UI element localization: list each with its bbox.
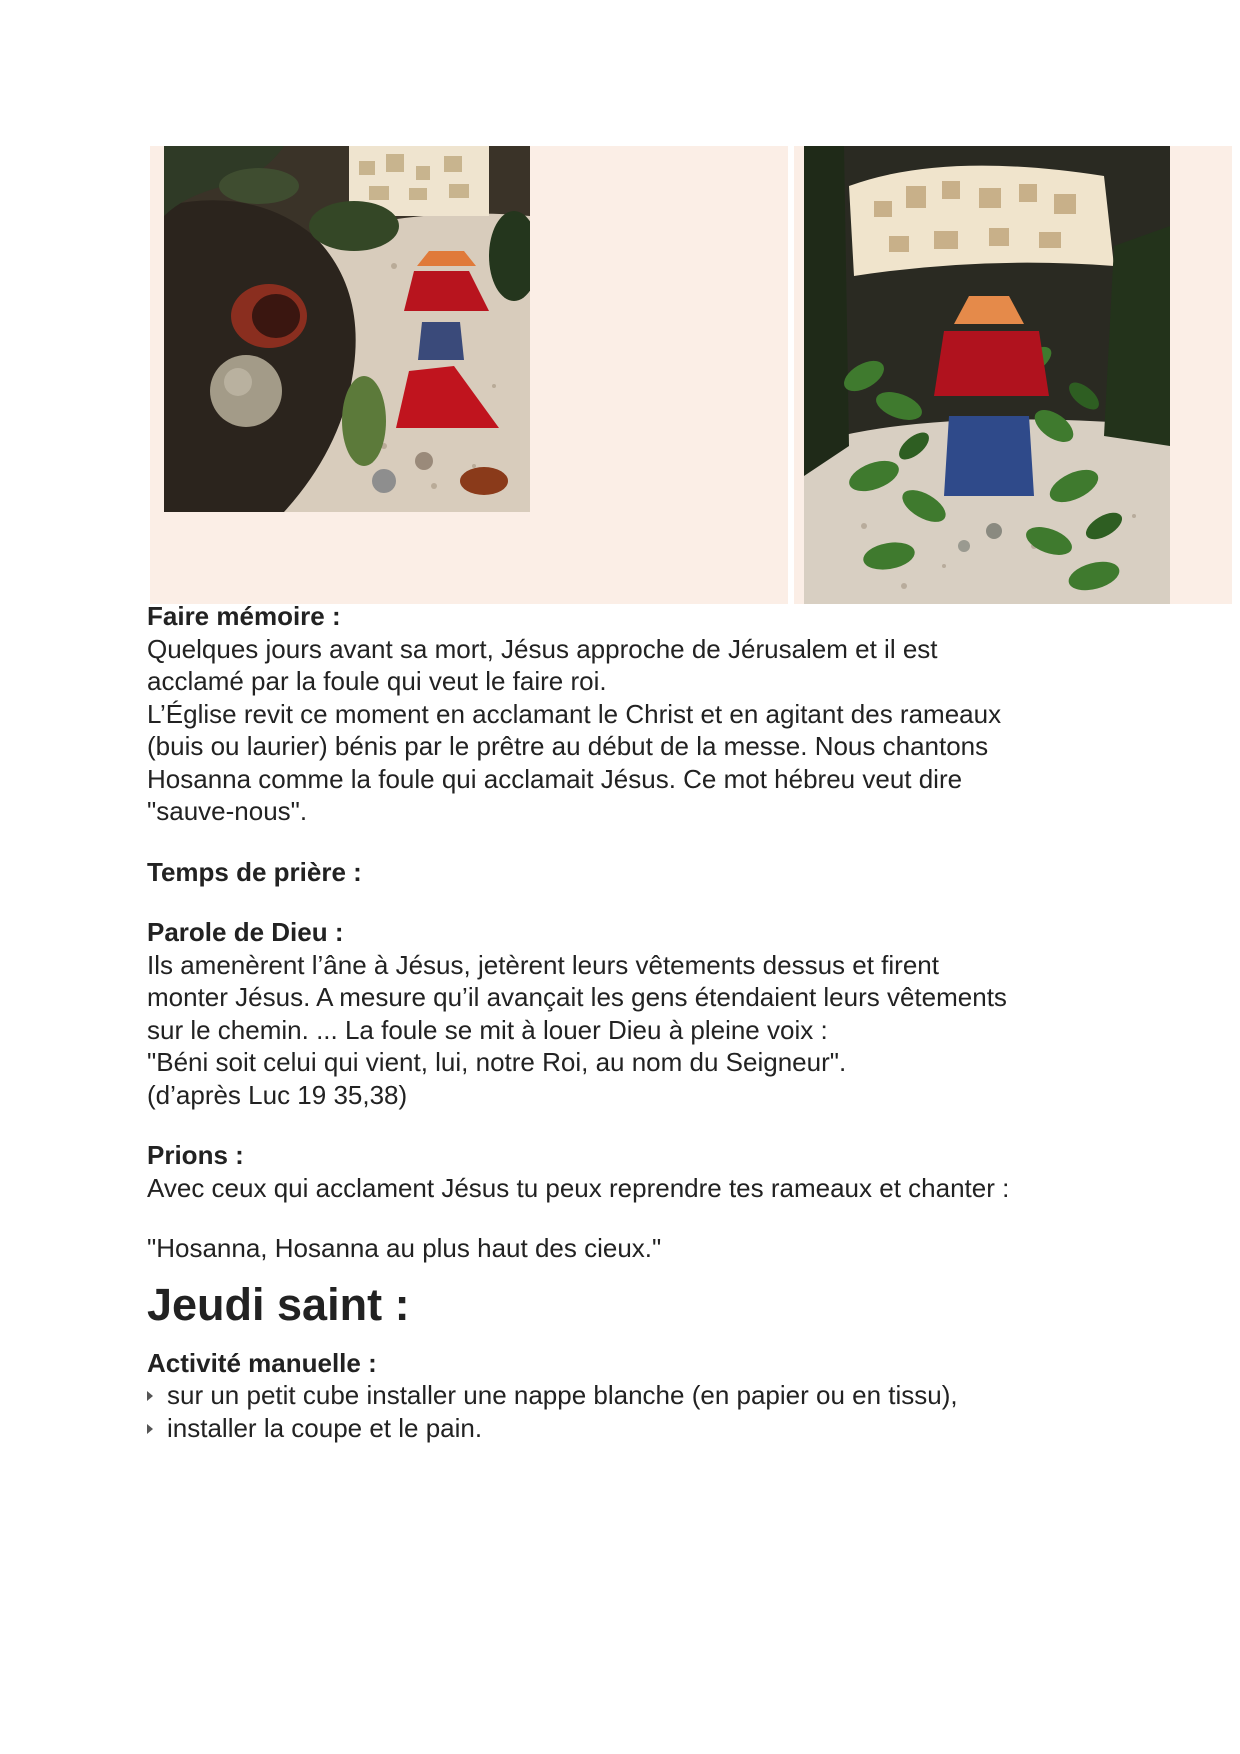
bullet-arrow-icon <box>147 1424 153 1434</box>
list-item <box>147 1412 1097 1445</box>
photo-palm-branches <box>804 146 1170 604</box>
faire-memoire-line: "sauve-nous". <box>147 796 308 826</box>
parole-line: monter Jésus. A mesure qu’il avançait les gens étendaient leurs vêtements <box>147 982 1007 1012</box>
faire-memoire-line: Quelques jours avant sa mort, Jésus approche de Jérusalem et il est <box>147 633 938 664</box>
parole-heading: Parole de Dieu : <box>147 917 344 947</box>
list-item-text: installer la coupe et le pain. <box>167 1412 483 1443</box>
faire-memoire-heading: Faire mémoire : <box>147 601 341 631</box>
faire-memoire-line: L’Église revit ce moment en acclamant le Christ et en agitant des rameaux <box>147 698 1002 729</box>
parole-line: Ils amenèrent l’âne à Jésus, jetèrent leurs vêtements dessus et firent <box>147 949 939 980</box>
faire-memoire-line: (buis ou laurier) bénis par le prêtre au début de la messe. Nous chantons <box>147 731 989 761</box>
faire-memoire-line: Hosanna comme la foule qui acclamait Jésus. Ce mot hébreu veut dire <box>147 763 963 794</box>
list-item <box>147 1379 1097 1412</box>
photo-garden-tomb <box>164 146 530 512</box>
activite-list <box>147 1379 1097 1444</box>
activite-heading: Activité manuelle : <box>147 1347 377 1378</box>
document-body <box>147 600 1097 1444</box>
spacer <box>147 1111 1097 1139</box>
list-item-text: sur un petit cube installer une nappe blanche (en papier ou en tissu), <box>167 1380 958 1410</box>
jeudi-saint-title: Jeudi saint : <box>147 1278 410 1330</box>
spacer <box>147 828 1097 856</box>
spacer <box>147 888 1097 916</box>
prions-quote: "Hosanna, Hosanna au plus haut des cieux." <box>147 1233 662 1263</box>
photo-divider <box>788 146 794 604</box>
parole-reference: (d’après Luc 19 35,38) <box>147 1079 408 1110</box>
prions-heading: Prions : <box>147 1140 244 1170</box>
temps-priere-heading: Temps de prière : <box>147 856 362 887</box>
parole-line: "Béni soit celui qui vient, lui, notre Roi, au nom du Seigneur". <box>147 1047 847 1077</box>
prions-line: Avec ceux qui acclament Jésus tu peux reprendre tes rameaux et chanter : <box>147 1172 1010 1203</box>
faire-memoire-line: acclamé par la foule qui veut le faire roi. <box>147 666 607 696</box>
photo-garden-tomb-drawing <box>164 146 530 512</box>
photo-palm-branches-drawing <box>804 146 1170 604</box>
spacer <box>147 1204 1097 1232</box>
bullet-arrow-icon <box>147 1391 153 1401</box>
parole-line: sur le chemin. ... La foule se mit à louer Dieu à pleine voix : <box>147 1014 828 1045</box>
